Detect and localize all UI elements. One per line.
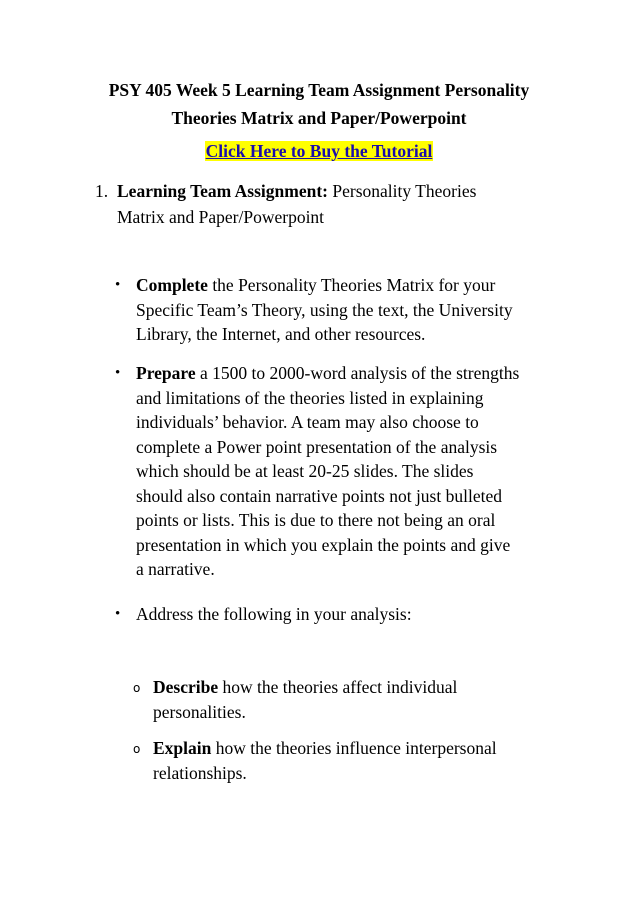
sub-line-rest: how the theories affect individual bbox=[218, 677, 458, 697]
bullet-line: which should be at least 20-25 slides. The slides bbox=[136, 461, 474, 481]
sub-bullet-marker: o bbox=[133, 742, 141, 756]
bullet-line: should also contain narrative points not just bulleted bbox=[136, 485, 502, 506]
bullet-bold: Prepare bbox=[136, 363, 196, 383]
item-text bbox=[117, 178, 565, 230]
bullet-line: Specific Team’s Theory, using the text, the University bbox=[136, 299, 513, 320]
item-line-1-rest: Personality Theories bbox=[328, 181, 477, 201]
bullet-line bbox=[136, 602, 585, 627]
title-line-2: Theories Matrix and Paper/Powerpoint bbox=[171, 108, 467, 128]
item-number: 1. bbox=[95, 181, 109, 201]
tutorial-link-container bbox=[0, 138, 638, 164]
sub-line: relationships. bbox=[153, 762, 247, 783]
bullet-line: a narrative. bbox=[136, 559, 215, 579]
bullet-line bbox=[136, 273, 585, 298]
bullet-line-rest: the Personality Theories Matrix for your bbox=[207, 275, 496, 295]
bullet-line: Library, the Internet, and other resources. bbox=[136, 324, 426, 344]
bullet-bold: Complete bbox=[136, 275, 208, 295]
sub-item-describe bbox=[133, 675, 583, 724]
bullet-marker: • bbox=[115, 277, 121, 293]
title-line-1: PSY 405 Week 5 Learning Team Assignment Personality bbox=[108, 80, 530, 100]
bullet-line: points or lists. This is due to there not being an oral bbox=[136, 510, 496, 530]
bullet-line: and limitations of the theories listed in explaining bbox=[136, 387, 484, 408]
sub-bold: Describe bbox=[153, 677, 219, 697]
bullet-item-complete bbox=[115, 273, 585, 347]
bullet-line bbox=[136, 361, 585, 386]
sub-line: personalities. bbox=[153, 701, 246, 722]
bullet-marker: • bbox=[115, 365, 121, 381]
sub-item-explain bbox=[133, 736, 583, 785]
sub-line-rest: how the theories influence interpersonal bbox=[211, 738, 497, 758]
sub-bold: Explain bbox=[153, 738, 212, 758]
bullet-line: individuals’ behavior. A team may also choose to bbox=[136, 412, 479, 432]
bullet-line-rest: Address the following in your analysis: bbox=[136, 604, 412, 624]
document-title bbox=[60, 76, 578, 132]
bullet-item-prepare bbox=[115, 361, 585, 582]
bullet-line: complete a Power point presentation of the analysis bbox=[136, 436, 498, 457]
buy-tutorial-link[interactable]: Click Here to Buy the Tutorial bbox=[205, 141, 433, 161]
item-bold-label: Learning Team Assignment: bbox=[117, 181, 328, 201]
bullet-line: presentation in which you explain the points and give bbox=[136, 534, 511, 555]
item-line-1 bbox=[117, 178, 565, 204]
sub-line bbox=[153, 736, 583, 761]
sub-line bbox=[153, 675, 583, 700]
bullet-line-rest: a 1500 to 2000-word analysis of the strengths bbox=[195, 363, 520, 383]
numbered-item-1 bbox=[95, 178, 565, 230]
bullet-marker: • bbox=[115, 606, 121, 622]
item-line-2: Matrix and Paper/Powerpoint bbox=[117, 207, 325, 227]
sub-bullet-marker: o bbox=[133, 681, 141, 695]
bullet-item-address bbox=[115, 602, 585, 627]
